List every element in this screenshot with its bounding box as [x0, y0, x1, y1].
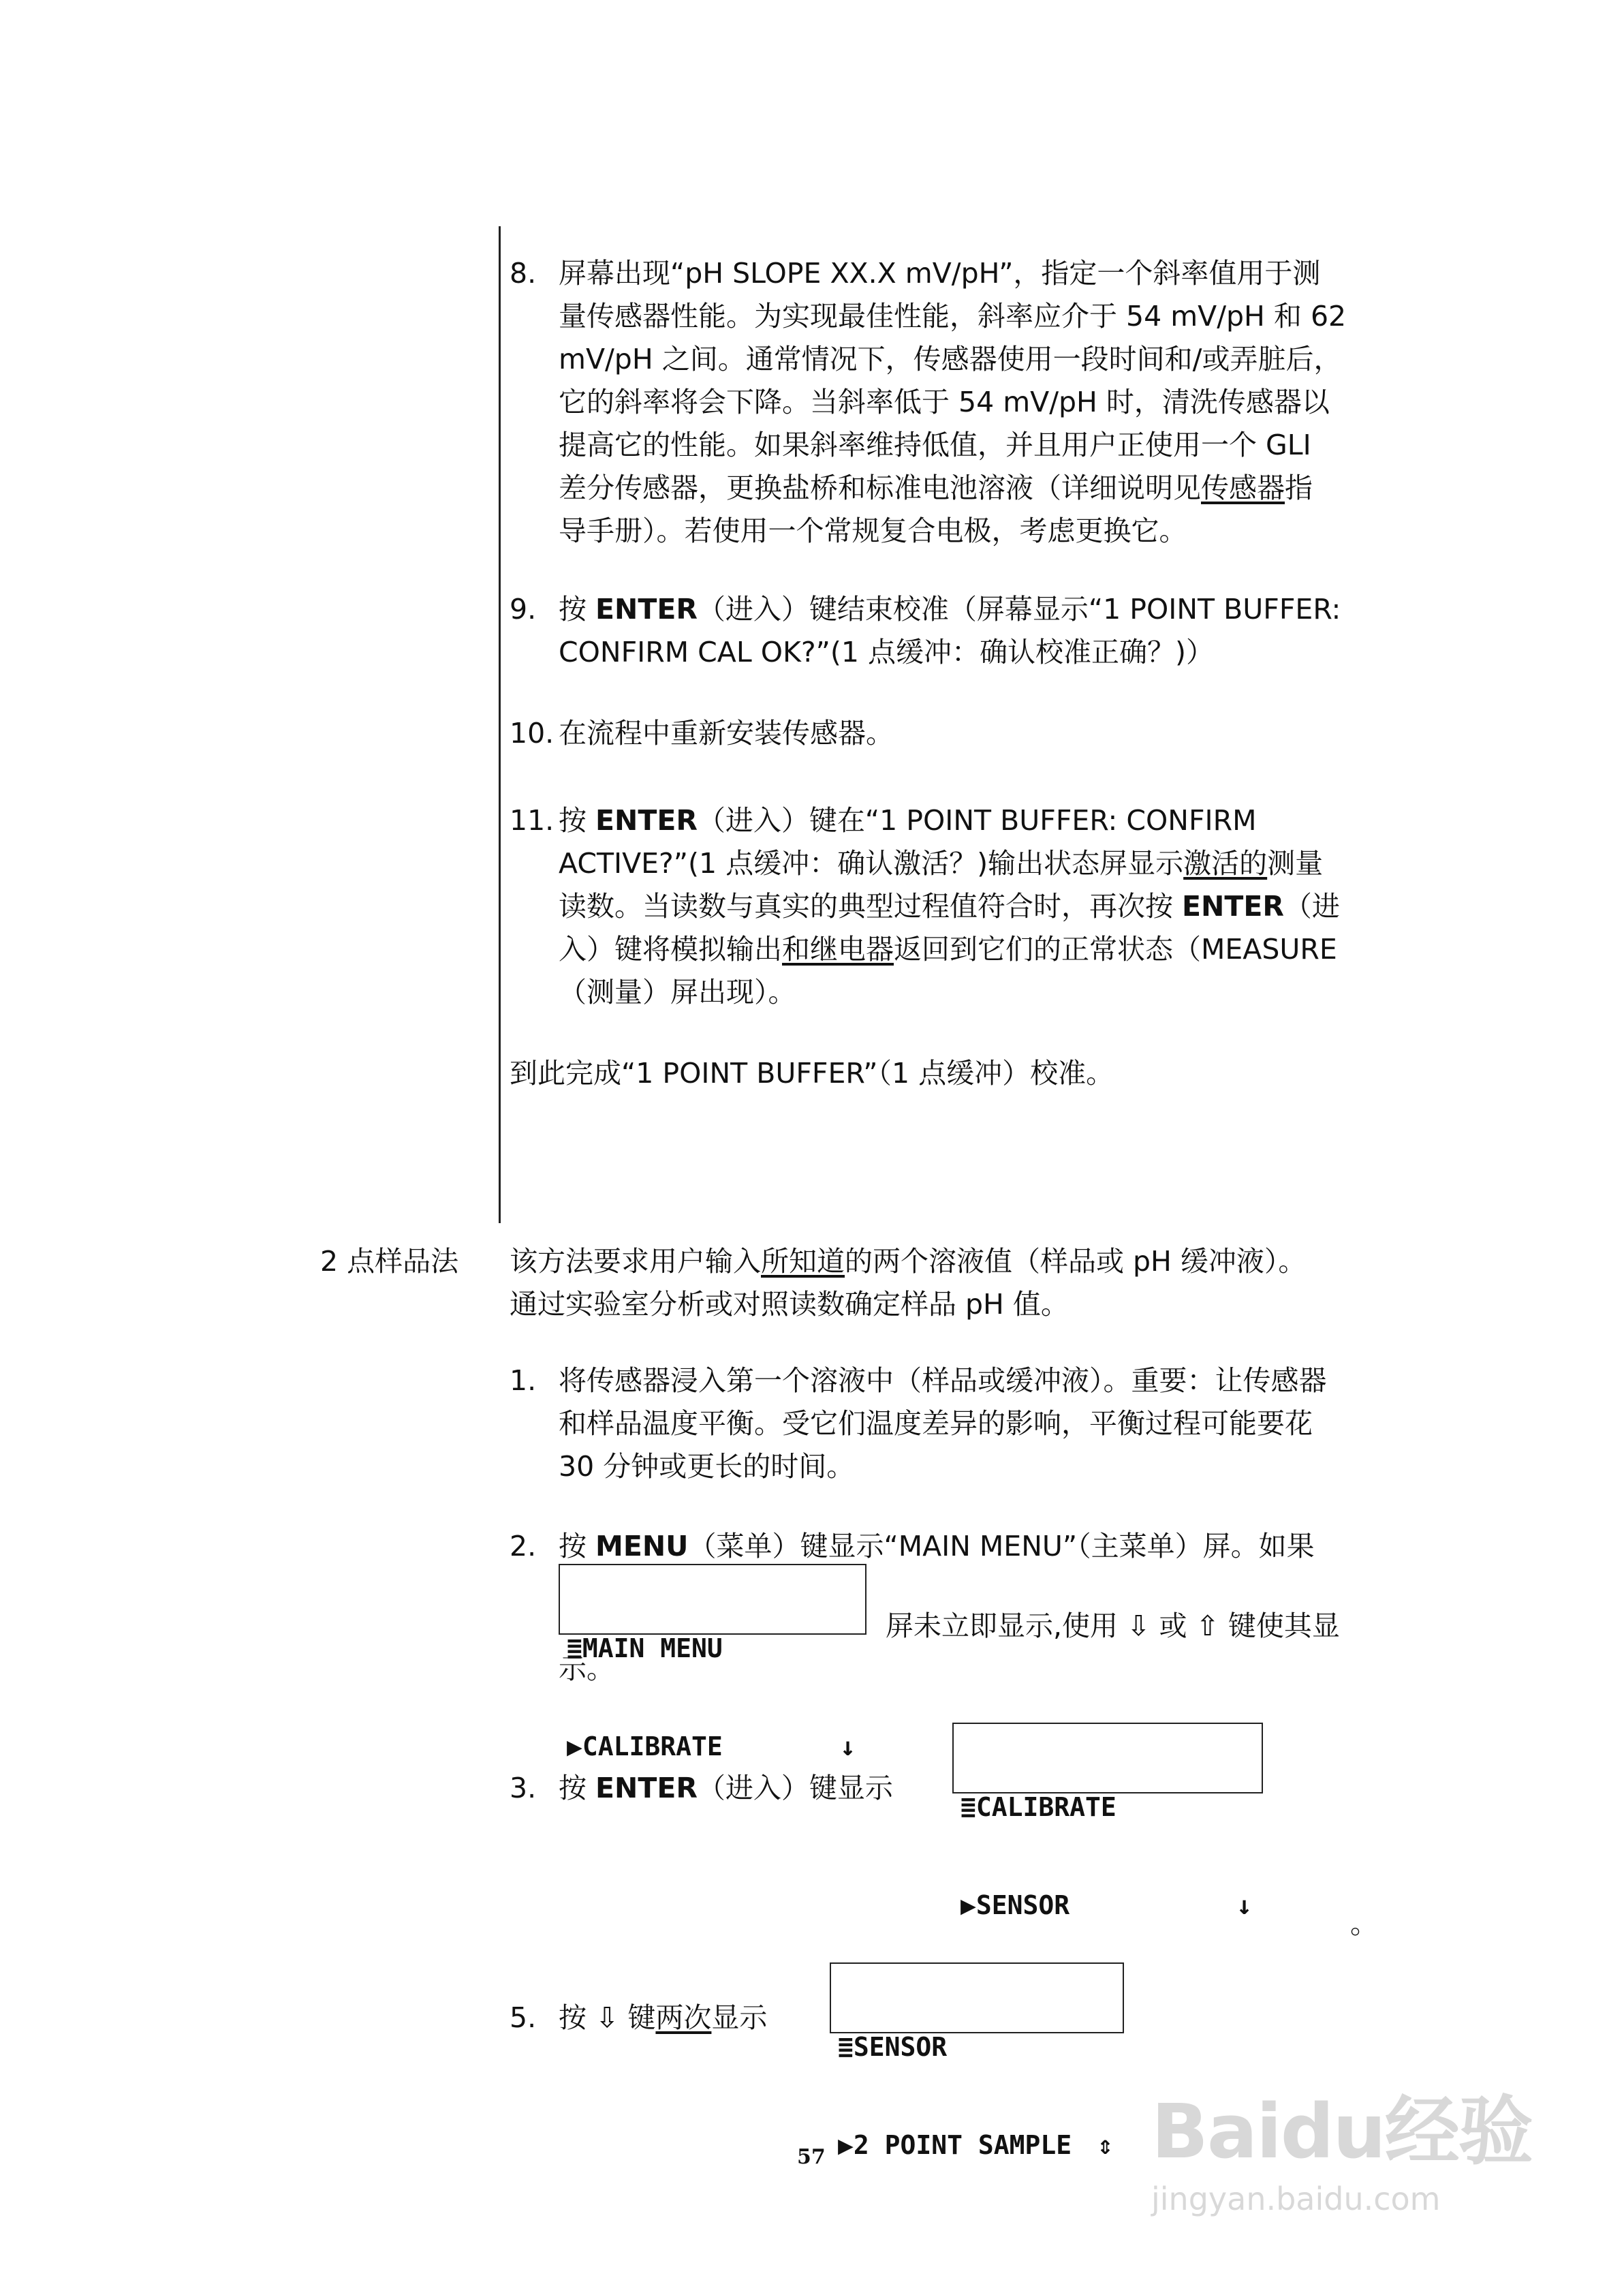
step-10-text: 在流程中重新安装传感器。	[559, 717, 894, 750]
step-8-number: 8.	[510, 257, 537, 290]
text: 按	[559, 593, 596, 626]
step-11-line2	[559, 842, 1323, 885]
scroll-down-icon: ↓	[1236, 1890, 1252, 1920]
enter-key-label: ENTER	[1182, 890, 1284, 923]
watermark-url: jingyan.baidu.com	[1151, 2181, 1441, 2217]
s2-step-3-number: 3.	[510, 1772, 537, 1804]
lcd-row: ≣CALIBRATE	[961, 1792, 1116, 1822]
s2-step-5-number: 5.	[510, 2001, 537, 2034]
lcd-selected-item: ▶CALIBRATE	[567, 1731, 723, 1761]
conclusion: 到此完成“1 POINT BUFFER”（1 点缓冲）校准。	[510, 1057, 1114, 1090]
text: 按 ⇩ 键	[559, 2001, 656, 2034]
s2-step-2-line2: 屏未立即显示,使用 ⇩ 或 ⇧ 键使其显	[886, 1609, 1340, 1642]
text: （进入）键结束校准（屏幕显示“1 POINT BUFFER:	[697, 593, 1341, 626]
step-8-line6	[559, 467, 1313, 510]
text: 入）键将模拟输出	[559, 933, 782, 966]
s2-step-3-text	[559, 1767, 893, 1810]
text: 读数。当读数与真实的典型过程值符合时，再次按	[559, 890, 1183, 923]
text: 的两个溶液值（样品或 pH 缓冲液）。	[845, 1245, 1307, 1278]
section-intro-line2: 通过实验室分析或对照读数确定样品 pH 值。	[510, 1288, 1069, 1321]
scroll-down-icon: ↓	[840, 1731, 856, 1761]
lcd-row	[838, 2129, 1116, 2161]
text: 指	[1285, 472, 1313, 504]
watermark-logo: Baidu经验	[1151, 2088, 1532, 2175]
s2-step-1-line1: 将传感器浸入第一个溶液中（样品或缓冲液）。重要：让传感器	[559, 1364, 1327, 1397]
lcd-sensor-menu	[830, 1962, 1124, 2160]
sensor-manual-ref: 传感器	[1201, 472, 1285, 504]
lcd-main-menu	[559, 1564, 866, 1761]
text: 差分传感器，更换盐桥和标准电池溶液（详细说明见	[559, 472, 1201, 504]
section-heading: 2 点样品法	[320, 1245, 459, 1278]
lcd-selected-item: ▶SENSOR	[961, 1890, 1070, 1920]
text: 测量	[1267, 847, 1324, 880]
lcd-selected-item: ▶2 POINT SAMPLE	[838, 2130, 1072, 2160]
text: 返回到它们的正常状态（MEASURE	[894, 933, 1337, 966]
underlined-text: 激活的	[1183, 847, 1268, 880]
text: ACTIVE?”(1 点缓冲：确认激活？)输出状态屏显示	[559, 847, 1184, 880]
step-9-line1	[559, 588, 1341, 631]
section-intro-line1	[510, 1240, 1306, 1283]
s2-step-2-line1	[559, 1525, 1315, 1568]
step-8-line4: 它的斜率将会下降。当斜率低于 54 mV/pH 时，清洗传感器以	[559, 386, 1330, 418]
step-8-line7: 导手册）。若使用一个常规复合电极，考虑更换它。	[559, 514, 1187, 547]
enter-key-label: ENTER	[595, 593, 698, 626]
s2-step-1-line2: 和样品温度平衡。受它们温度差异的影响，平衡过程可能要花	[559, 1407, 1313, 1440]
step-11-line4	[559, 928, 1337, 971]
s2-step-5-text	[559, 1997, 767, 2039]
text: 显示	[711, 2001, 768, 2034]
step-9-number: 9.	[510, 593, 537, 626]
step-11-line3	[559, 885, 1340, 928]
s2-step-1-number: 1.	[510, 1364, 537, 1397]
text: 按	[559, 804, 596, 837]
step-8-line1: 屏幕出现“pH SLOPE XX.X mV/pH”，指定一个斜率值用于测	[559, 257, 1321, 290]
step-11-number: 11.	[510, 804, 555, 837]
step-8-line3: mV/pH 之间。通常情况下，传感器使用一段时间和/或弄脏后，	[559, 343, 1342, 375]
step-11-line1	[559, 799, 1257, 842]
text: 按	[559, 1530, 596, 1562]
underlined-text: 两次	[655, 2001, 712, 2034]
stray-mark: 。	[1350, 1907, 1378, 1940]
lcd-row: ≣MAIN MENU	[567, 1633, 723, 1663]
margin-rule	[499, 226, 501, 1223]
s2-step-2-line3: 示。	[559, 1652, 614, 1685]
lcd-calibrate-menu	[952, 1723, 1263, 1920]
step-8-line5: 提高它的性能。如果斜率维持低值，并且用户正使用一个 GLI	[559, 429, 1311, 461]
enter-key-label: ENTER	[595, 804, 698, 837]
scroll-updown-icon: ⇕	[1097, 2130, 1113, 2160]
step-10-number: 10.	[510, 717, 555, 750]
page-number: 57	[797, 2145, 826, 2169]
lcd-row	[567, 1730, 858, 1763]
lcd-row	[961, 1889, 1255, 1922]
text: （进入）键显示	[697, 1772, 893, 1804]
text: 该方法要求用户输入	[510, 1245, 761, 1278]
step-8-line2: 量传感器性能。为实现最佳性能，斜率应介于 54 mV/pH 和 62	[559, 300, 1347, 333]
enter-key-label: ENTER	[595, 1772, 698, 1804]
underlined-text: 和继电器	[782, 933, 894, 966]
menu-key-label: MENU	[595, 1530, 689, 1562]
s2-step-1-line3: 30 分钟或更长的时间。	[559, 1450, 855, 1483]
text: （进	[1283, 890, 1340, 923]
step-9-line2: CONFIRM CAL OK?”(1 点缓冲：确认校准正确？)）	[559, 636, 1214, 668]
step-11-line5: （测量）屏出现）。	[559, 976, 796, 1008]
text: 按	[559, 1772, 596, 1804]
s2-step-2-number: 2.	[510, 1530, 537, 1562]
underlined-text: 所知道	[761, 1245, 845, 1278]
text: （菜单）键显示“MAIN MENU”（主菜单）屏。如果	[688, 1530, 1315, 1562]
text: （进入）键在“1 POINT BUFFER: CONFIRM	[697, 804, 1257, 837]
lcd-row: ≣SENSOR	[838, 2032, 948, 2062]
